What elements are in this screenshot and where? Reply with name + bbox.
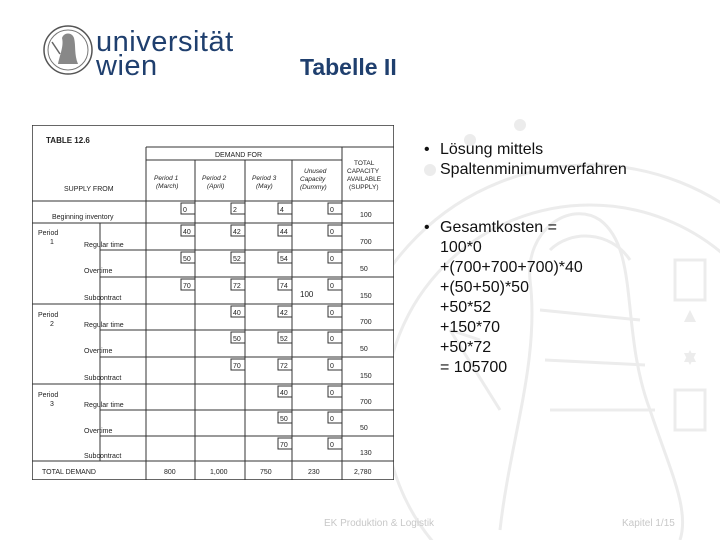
- cost-value: 72: [280, 363, 288, 370]
- row-total-demand: TOTAL DEMAND: [42, 469, 96, 476]
- col-p3-b: (May): [256, 183, 273, 190]
- row-p2-overtime: Overtime: [84, 348, 113, 355]
- cost-value: 0: [330, 442, 334, 449]
- cost-value: 72: [233, 283, 241, 290]
- bullet2-line4: +(50+50)*50: [440, 279, 529, 296]
- row-p2-regular: Regular time: [84, 322, 124, 329]
- cost-value: 50: [280, 416, 288, 423]
- col-p3-a: Period 3: [252, 175, 277, 182]
- bullet1-line1: Lösung mittels: [440, 141, 544, 158]
- row-beginning-inventory: Beginning inventory: [52, 214, 114, 221]
- col-total-b: CAPACITY: [347, 168, 380, 175]
- bullet2-line8: = 105700: [440, 359, 508, 376]
- cost-value: 70: [280, 442, 288, 449]
- cost-value: 0: [330, 416, 334, 423]
- cost-value: 70: [183, 283, 191, 290]
- cost-value: 0: [330, 256, 334, 263]
- cost-value: 0: [330, 283, 334, 290]
- cost-value: 0: [330, 229, 334, 236]
- cost-value: 52: [280, 336, 288, 343]
- bullet-marker: •: [424, 219, 430, 236]
- capacity-value: 700: [360, 319, 372, 326]
- capacity-value: 100: [360, 212, 372, 219]
- cost-value: 54: [280, 256, 288, 263]
- row-p2-subcontract: Subcontract: [84, 375, 122, 382]
- bullet2-line5: +50*52: [440, 299, 492, 316]
- capacity-value: 130: [360, 450, 372, 457]
- bullet-method: [424, 140, 708, 180]
- col-unused-c: (Dummy): [300, 184, 327, 191]
- capacity-value: 150: [360, 293, 372, 300]
- cost-value: 52: [233, 256, 241, 263]
- capacity-value: 700: [360, 399, 372, 406]
- cost-value: 0: [330, 363, 334, 370]
- cost-value: 0: [330, 336, 334, 343]
- cost-value: 0: [183, 207, 187, 214]
- footer-page: Kapitel 1/15: [622, 518, 675, 529]
- bullet2-line7: +50*72: [440, 339, 492, 356]
- capacity-value: 50: [360, 266, 368, 273]
- row-p1-overtime: Overtime: [84, 268, 113, 275]
- footer-course: EK Produktion & Logistik: [324, 518, 435, 529]
- row-p3-subcontract: Subcontract: [84, 453, 122, 460]
- row-p3-overtime: Overtime: [84, 428, 113, 435]
- cost-value: 40: [280, 390, 288, 397]
- slide-title: Tabelle II: [300, 54, 397, 80]
- transportation-table: [32, 125, 394, 480]
- row-period2-a: Period: [38, 312, 59, 319]
- row-p1-subcontract: Subcontract: [84, 295, 122, 302]
- allocation-value: 100: [300, 290, 314, 299]
- university-wordmark: [96, 26, 234, 82]
- cost-value: 44: [280, 229, 288, 236]
- supply-from-header: SUPPLY FROM: [64, 186, 114, 193]
- col-p1-a: Period 1: [154, 175, 179, 182]
- table-caption: TABLE 12.6: [46, 136, 90, 145]
- cost-value: 0: [330, 390, 334, 397]
- col-total-c: AVAILABLE: [347, 176, 382, 183]
- row-period3-b: 3: [50, 401, 54, 408]
- bullet2-line1: Gesamtkosten =: [440, 219, 557, 236]
- col-unused-b: Capacity: [300, 176, 326, 183]
- cost-value: 42: [233, 229, 241, 236]
- cost-value: 4: [280, 207, 284, 214]
- bullet-marker: •: [424, 141, 430, 158]
- cost-value: 50: [183, 256, 191, 263]
- wordmark-line2: wien: [96, 50, 158, 82]
- row-period1-b: 1: [50, 239, 54, 246]
- cost-value: 0: [330, 207, 334, 214]
- col-total-d: (SUPPLY): [349, 184, 379, 191]
- row-p3-regular: Regular time: [84, 402, 124, 409]
- col-p2-b: (April): [207, 183, 225, 190]
- col-p1-b: (March): [156, 183, 179, 190]
- col-p2-a: Period 2: [202, 175, 227, 182]
- capacity-value: 50: [360, 425, 368, 432]
- cost-value: 42: [280, 310, 288, 317]
- bullet1-line2: Spaltenminimumverfahren: [440, 161, 627, 178]
- wordmark-line1: universität: [96, 26, 234, 58]
- demand-for-header: DEMAND FOR: [215, 152, 263, 159]
- cost-value: 40: [233, 310, 241, 317]
- cost-value: 40: [183, 229, 191, 236]
- total-demand-unused: 230: [308, 469, 320, 476]
- col-unused-a: Unused: [304, 168, 327, 175]
- total-demand-p1: 800: [164, 469, 176, 476]
- col-total-a: TOTAL: [354, 160, 375, 167]
- capacity-value: 150: [360, 373, 372, 380]
- row-period1-a: Period: [38, 230, 59, 237]
- cost-value: 70: [233, 363, 241, 370]
- bullet2-line6: +150*70: [440, 319, 501, 336]
- capacity-value: 700: [360, 239, 372, 246]
- cost-value: 74: [280, 283, 288, 290]
- row-period2-b: 2: [50, 321, 54, 328]
- capacity-value: 50: [360, 346, 368, 353]
- bullet2-line2: 100*0: [440, 239, 482, 256]
- cost-value: 50: [233, 336, 241, 343]
- cost-value: 0: [330, 310, 334, 317]
- bullet2-line3: +(700+700+700)*40: [440, 259, 583, 276]
- total-demand-all: 2,780: [354, 469, 372, 476]
- row-p1-regular: Regular time: [84, 242, 124, 249]
- cost-value: 2: [233, 207, 237, 214]
- row-period3-a: Period: [38, 392, 59, 399]
- bullet-total-cost: [424, 218, 708, 378]
- total-demand-p2: 1,000: [210, 469, 228, 476]
- total-demand-p3: 750: [260, 469, 272, 476]
